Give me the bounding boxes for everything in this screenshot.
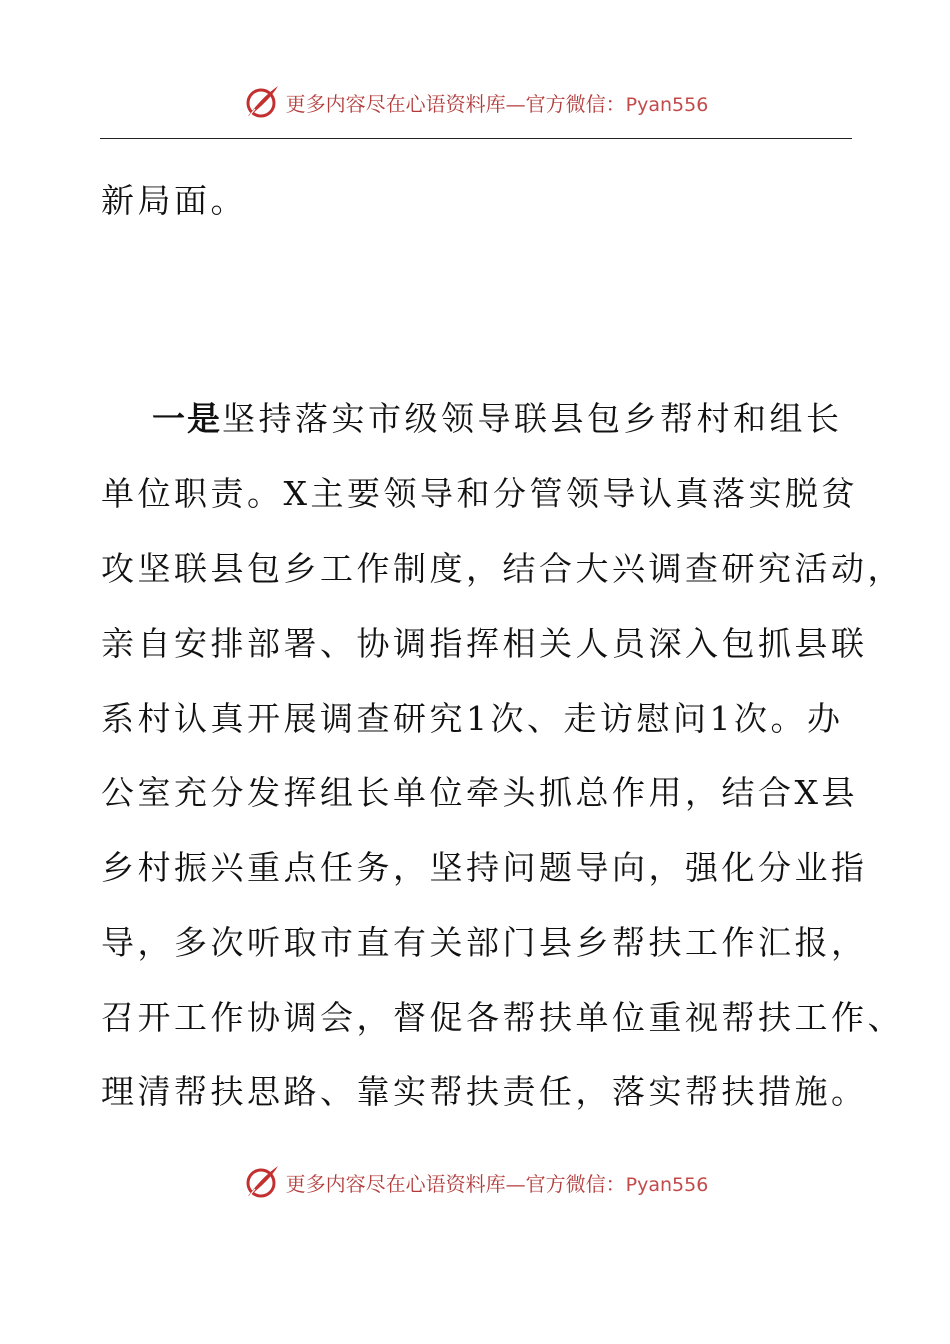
paragraph-first-line [152,399,843,439]
paragraph-line: 单位职责。X主要领导和分管领导认真落实脱贫 [101,474,858,513]
paragraph-line: 亲自安排部署、协调指挥相关人员深入包抓县联 [101,624,868,663]
header-divider [100,138,852,139]
footer-watermark-main: 更多内容尽在心语资料库—官方微信： [285,1171,626,1196]
footer-wechat-id: Pyan556 [625,1173,709,1196]
paragraph-line: 攻坚联县包乡工作制度，结合大兴调查研究活动， [101,549,904,588]
paragraph-line: 导，多次听取市直有关部门县乡帮扶工作汇报， [101,923,868,962]
header-watermark [0,80,950,124]
header-watermark-text [286,88,709,117]
paragraph-line: 理清帮扶思路、靠实帮扶责任，落实帮扶措施。 [101,1072,868,1111]
fragment-line: 新局面。 [101,181,247,220]
footer-watermark [0,1160,950,1204]
paragraph-line: 乡村振兴重点任务，坚持问题导向，强化分业指 [101,848,868,887]
paragraph-line: 公室充分发挥组长单位牵头抓总作用，结合X县 [101,773,858,812]
paragraph-lead-bold: 一是 [152,399,222,438]
header-watermark-main: 更多内容尽在心语资料库—官方微信： [285,91,626,116]
header-wechat-id: Pyan556 [625,93,709,116]
paragraph-line: 召开工作协调会，督促各帮扶单位重视帮扶工作、 [101,998,904,1037]
paragraph-first-rest: 坚持落实市级领导联县包乡帮村和组长 [222,399,843,438]
quill-pen-circle-icon [242,82,282,122]
paragraph-line: 系村认真开展调查研究1次、走访慰问1次。办 [101,699,844,738]
footer-watermark-text [286,1168,709,1197]
quill-pen-circle-icon [242,1162,282,1202]
